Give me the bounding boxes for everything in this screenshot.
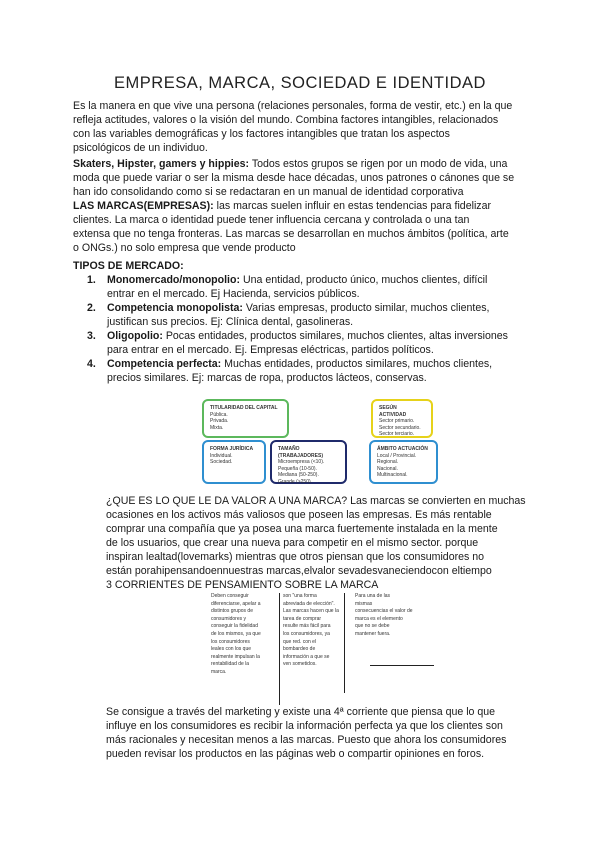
list-number: 2. [87, 302, 96, 314]
column-line: ven sometidos. [283, 661, 317, 668]
box-item: Privada. [210, 418, 229, 424]
intro-line: psicológicos de un individuo. [73, 142, 208, 154]
list-item-text: para entrar en el mercado. Ej. Empresas eléctricas, partidos políticos. [107, 344, 434, 356]
box-item: Pequeña (10-50). [278, 465, 317, 472]
intro-line: Es la manera en que vive una persona (relaciones personales, forma de vestir, etc.) en la que [73, 100, 513, 112]
value-text: Las marcas se convierten en muchas [347, 495, 526, 507]
value-line: están porahipensandoennuestras marcas,elvalor sevadesvaneciendocon eltiempo [106, 565, 492, 577]
list-item-text: justifican sus precios. Ej: Clínica dental, gasolineras. [107, 316, 354, 328]
company-size-box [270, 440, 347, 484]
brands-line: extensa que no tenga fronteras. Las marcas se desarrollan en muchos ámbitos (política, arte [73, 228, 509, 240]
column-line: tarea de comprar [283, 615, 322, 622]
column-line: realmente impulsan la [211, 653, 260, 660]
list-item-text: Varias empresas, producto similar, muchos clientes, [242, 302, 490, 314]
column-line: leales con los que [211, 646, 252, 653]
value-label: ¿QUE ES LO QUE LE DA VALOR A UNA MARCA? [106, 495, 348, 507]
list-number: 1. [87, 274, 96, 286]
column-line: Deben conseguir [211, 593, 249, 599]
box-item: Local / Provincial. [377, 452, 417, 459]
box-item: Nacional. [377, 465, 398, 472]
closing-line: más racionales y necesitan menos a las marcas. Puesto que ahora los consumidores [106, 734, 507, 746]
legal-form-box [202, 440, 266, 484]
intro-paragraph [73, 99, 533, 155]
page-title: EMPRESA, MARCA, SOCIEDAD E IDENTIDAD [114, 74, 486, 92]
column-line: Las marcas hacen que la [283, 608, 339, 615]
column-line: conseguir la fidelidad [211, 623, 258, 630]
box-item: Sector primario. [379, 418, 415, 424]
list-item-label: Oligopolio: [107, 330, 163, 342]
column-line: resulte más fácil para [283, 623, 331, 630]
box-item: Sector terciario. [379, 431, 415, 437]
column-line: de los mismos, ya que [211, 630, 261, 637]
column-line: consecuencias el valor de [355, 608, 413, 615]
list-item-text: Una entidad, producto único, muchos clientes, difícil [240, 274, 488, 286]
list-item-label: Monomercado/monopolio: [107, 274, 241, 286]
column-line: rentabilidad de la [211, 661, 250, 668]
column-line: que red. con el [283, 638, 317, 645]
box-item: Multinacional. [377, 472, 408, 478]
value-line: ocasiones en los activos más valiosos que poseen las empresas. Es más rentable [106, 509, 492, 521]
groups-line: han ido consolidando como si se redactaran en un manual de identidad corporativa [73, 186, 464, 198]
intro-line: con las variables demográficas y los factores intangibles que tratan los aspectos [73, 128, 450, 140]
market-types-list [73, 273, 533, 385]
column-line: marca. [211, 668, 227, 675]
current-column-3 [355, 593, 425, 639]
brands-label: LAS MARCAS(EMPRESAS): [73, 200, 214, 212]
box-item: Sociedad. [210, 459, 233, 465]
groups-line: moda que puede variar o ser la misma desde hace décadas, unos patrones o cánones que se [73, 172, 515, 184]
closing-line: pueden revisar los productos en las páginas web o compartir opiniones en foros. [106, 748, 485, 760]
column-line: son "una forma [283, 593, 317, 599]
box-item: Mediana (50-250). [278, 472, 319, 478]
closing-line: Se consigue a través del marketing y existe una 4ª corriente que piensa que lo que [106, 706, 496, 718]
market-types-heading-text: TIPOS DE MERCADO: [73, 260, 184, 272]
activity-sector-box [371, 399, 433, 438]
box-item: Microempresa (<10). [278, 459, 325, 465]
list-item-text: precios similares. Ej: marcas de ropa, productos lácteos, conservas. [107, 372, 427, 384]
list-item-text: Muchas entidades, productos similares, muchos clientes, [221, 358, 493, 370]
value-line: de los usuarios, que crear una nueva para competir en el mismo sector. porque [106, 537, 479, 549]
column-line: marca es el elemento [355, 615, 403, 622]
column-line: mantener fuera. [355, 630, 391, 637]
currents-heading: 3 CORRIENTES DE PENSAMIENTO SOBRE LA MARCA [106, 579, 379, 591]
value-paragraph [106, 494, 556, 578]
box-item: Sector secundario. [379, 424, 421, 431]
box-title: SEGÚN ACTIVIDAD [379, 405, 407, 418]
box-item: Grande (>250). [278, 478, 313, 485]
column-line: información a que se [283, 653, 330, 660]
list-item-text: Pocas entidades, productos similares, muchos clientes, altas inversiones [162, 330, 508, 342]
column-line: los consumidores, ya [283, 630, 330, 637]
value-line: inspiran lealtad(lovemarks) mientras que otros piensan que los consumidores no [106, 551, 485, 563]
box-item: Regional. [377, 459, 399, 465]
column-line: mismas [355, 600, 373, 607]
list-item [73, 357, 533, 385]
brands-line: clientes. La marca o identidad puede tener influencia cercana y controlada o una tan [73, 214, 470, 226]
column-line: que no se debe [355, 623, 390, 630]
groups-label: Skaters, Hipster, gamers y hippies: [73, 158, 250, 170]
box-title: ÁMBITO ACTUACIÓN [377, 446, 428, 452]
column-divider [279, 593, 280, 705]
column-line: bombardeo de [283, 646, 316, 653]
box-title: TAMAÑO (TRABAJADORES) [278, 446, 323, 459]
current-column-1 [211, 593, 281, 677]
box-item: Individual. [210, 452, 233, 459]
brands-text: las marcas suelen influir en estas tendencias para fidelizar [213, 200, 492, 212]
list-item [73, 301, 533, 329]
list-item [73, 273, 533, 301]
groups-paragraph [73, 157, 533, 199]
horizontal-rule [370, 665, 434, 666]
column-line: consumidores y [211, 615, 247, 622]
list-number: 3. [87, 330, 96, 342]
closing-paragraph [106, 705, 556, 761]
closing-line: influye en los consumidores es recibir la información perfecta ya que los clientes son [106, 720, 503, 732]
market-types-heading [73, 259, 533, 273]
box-title: FORMA JURÍDICA [210, 446, 254, 452]
current-column-2 [283, 593, 345, 669]
capital-ownership-box [202, 399, 289, 438]
column-line: los consumidores [211, 638, 250, 645]
list-item-label: Competencia monopolista: [107, 302, 243, 314]
list-number: 4. [87, 358, 96, 370]
column-line: distintos grupos de [211, 608, 253, 615]
brands-paragraph [73, 199, 533, 255]
column-line: Para una de las [355, 593, 391, 599]
list-item-text: entrar en el mercado. Ej Hacienda, servicios públicos. [107, 288, 360, 300]
brands-line: o ONGs.) no solo empresa que vende producto [73, 242, 296, 254]
value-line: comprar una compañía que ya posea una marca fuertemente instalada en la mente [106, 523, 498, 535]
intro-line: refleja actitudes, valores o la visión del mundo. Combina factores intangibles, relacionados [73, 114, 499, 126]
list-item-label: Competencia perfecta: [107, 358, 222, 370]
list-item [73, 329, 533, 357]
column-line: abreviada de elección". [283, 600, 335, 607]
column-divider [344, 593, 345, 693]
column-line: diferenciarse, apelar a [211, 600, 261, 607]
box-title: TITULARIDAD DEL CAPITAL [210, 405, 278, 411]
box-item: Pública. [210, 411, 228, 418]
scope-box [369, 440, 438, 484]
box-item: Mixta. [210, 424, 224, 431]
groups-text: Todos estos grupos se rigen por un modo de vida, una [249, 158, 508, 170]
